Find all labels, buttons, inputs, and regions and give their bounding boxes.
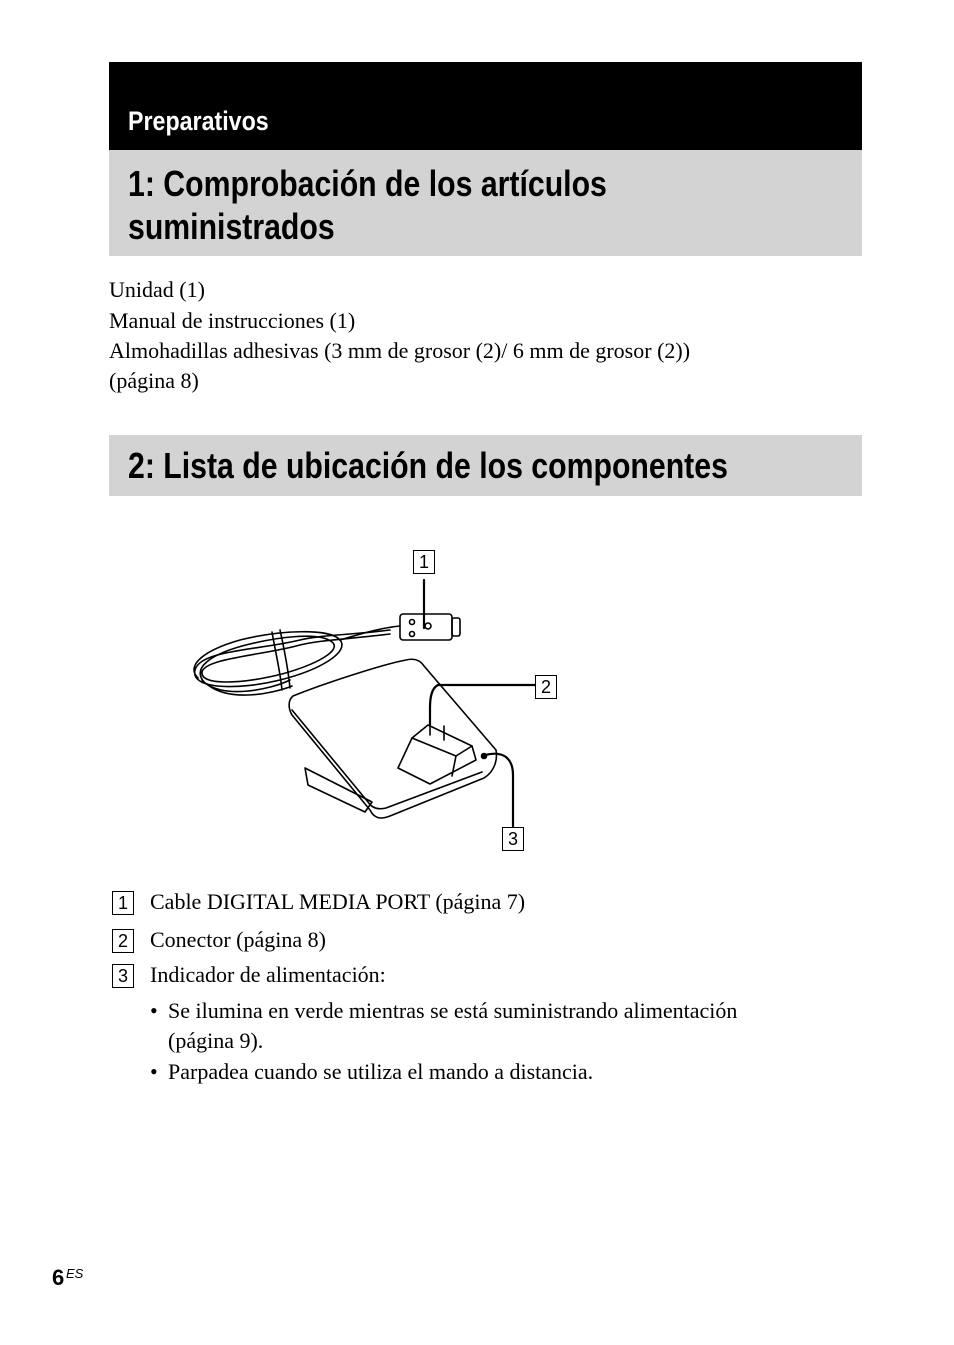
- heading-line-2: suministrados: [128, 206, 335, 247]
- legend-text: Indicador de alimentación:: [150, 962, 386, 987]
- page-language: ES: [66, 1266, 84, 1281]
- page-number: 6: [52, 1265, 65, 1290]
- legend-text: Conector (página 8): [150, 927, 326, 952]
- heading-text: 2: Lista de ubicación de los componentes: [128, 445, 728, 486]
- bullet-mark: •: [150, 998, 158, 1023]
- supplied-item: (página 8): [109, 368, 199, 393]
- supplied-item: Manual de instrucciones (1): [109, 308, 356, 333]
- legend-text: Cable DIGITAL MEDIA PORT (página 7): [150, 889, 526, 914]
- component-diagram: [180, 540, 580, 870]
- supplied-item: Almohadillas adhesivas (3 mm de grosor (2)/ 6 mm de grosor (2)): [109, 338, 691, 363]
- legend-number: 3: [112, 964, 134, 988]
- section-label: Preparativos: [128, 106, 269, 136]
- callout-1: 1: [413, 550, 435, 574]
- supplied-item: Unidad (1): [109, 277, 205, 302]
- heading-line-1: 1: Comprobación de los artículos: [128, 163, 607, 204]
- section-banner: [109, 62, 862, 150]
- bullet-text: (página 9).: [168, 1028, 264, 1053]
- legend-number: 1: [112, 891, 134, 915]
- heading-components: [109, 435, 862, 496]
- legend-number: 2: [112, 929, 134, 953]
- dock-illustration: [180, 540, 580, 870]
- bullet-text: Parpadea cuando se utiliza el mando a distancia.: [168, 1059, 594, 1084]
- callout-3: 3: [502, 827, 524, 851]
- bullet-mark: •: [150, 1059, 158, 1084]
- bullet-text: Se ilumina en verde mientras se está suministrando alimentación: [168, 998, 738, 1023]
- callout-2: 2: [535, 675, 557, 699]
- heading-checking-items: [109, 150, 862, 256]
